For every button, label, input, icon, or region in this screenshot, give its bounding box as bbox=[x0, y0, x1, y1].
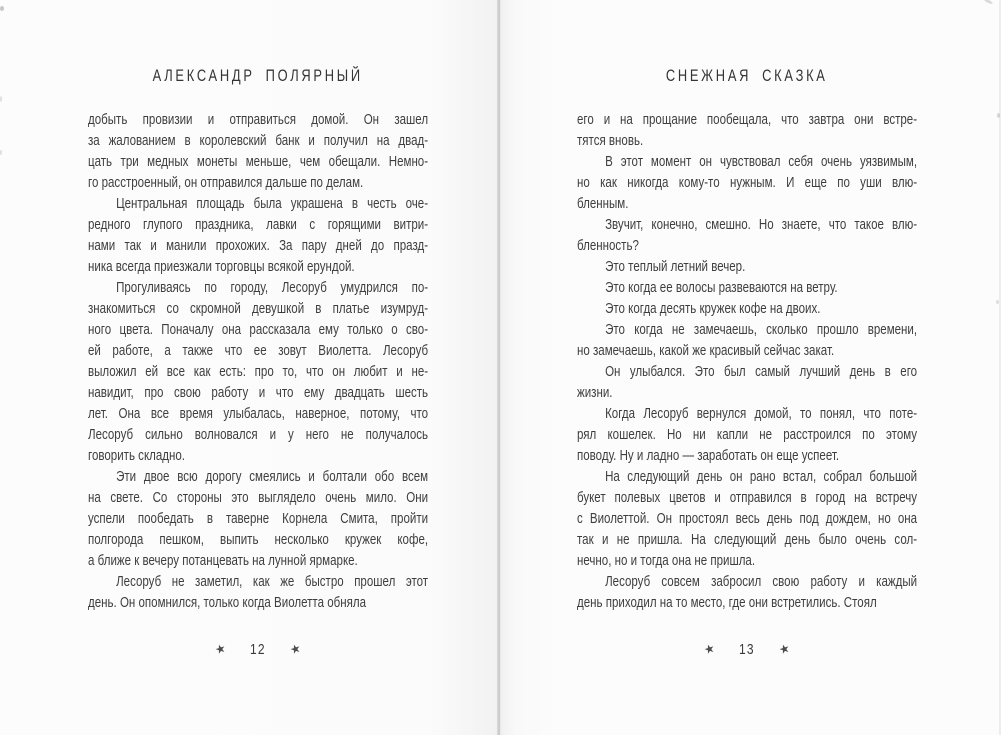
running-header-title-text: СНЕЖНАЯ СКАЗКА bbox=[666, 67, 828, 85]
text-line: Лесоруб сильно волновался и у него не получалось bbox=[88, 427, 429, 443]
text-line: лет. Она все время улыбалась, наверное, потому, что bbox=[88, 406, 429, 422]
text-line: тятся вновь. bbox=[577, 133, 644, 149]
text-line: полгорода пешком, выпить несколько кружек кофе, bbox=[88, 532, 429, 548]
left-page-text bbox=[88, 110, 428, 614]
text-line: день. Он опомнился, только когда Виолетта обняла bbox=[88, 595, 367, 611]
page-fold bbox=[497, 0, 501, 735]
text-line: день приходил на то место, где они встретились. Стоял bbox=[577, 595, 877, 611]
left-page bbox=[0, 0, 500, 735]
text-line: рял кошелек. Но ни капли не расстроился по этому bbox=[577, 427, 918, 443]
text-line: а ближе к вечеру потанцевать на лунной ярмарке. bbox=[88, 553, 358, 569]
scan-artifact bbox=[997, 113, 1000, 118]
star-icon: ★ bbox=[213, 640, 229, 658]
text-line: успели пообедать в таверне Корнела Смита, пройти bbox=[88, 511, 429, 527]
text-line: знакомиться со скромной девушкой в платье изумруд- bbox=[88, 301, 429, 317]
running-header-title bbox=[577, 67, 917, 85]
text-line: Он улыбался. Это был самый лучший день в его bbox=[605, 364, 918, 380]
text-line: Эти двое всю дорогу смеялись и болтали обо всем bbox=[116, 469, 429, 485]
text-line: Лесоруб совсем забросил свою работу и каждый bbox=[605, 574, 918, 590]
scan-artifact bbox=[996, 300, 999, 304]
text-line: но как никогда кому-то нужным. И еще по уши влю- bbox=[577, 175, 918, 191]
right-page-text bbox=[577, 110, 917, 614]
text-line: Это когда ее волосы развеваются на ветру. bbox=[605, 280, 838, 296]
text-line: за жалованием в королевский банк и получил на двад- bbox=[88, 133, 429, 149]
text-line: Это когда не замечаешь, сколько прошло времени, bbox=[605, 322, 918, 338]
text-line: нами так и манили прохожих. За пару дней до празд- bbox=[88, 238, 429, 254]
text-line: Звучит, конечно, смешно. Но знаете, что такое влю- bbox=[605, 217, 918, 233]
text-line: говорить складно. bbox=[88, 448, 186, 464]
left-page-footer bbox=[88, 639, 428, 659]
text-line: бленность? bbox=[577, 238, 639, 254]
text-line: Центральная площадь была украшена в честь оче- bbox=[116, 196, 429, 212]
text-line: на свете. Со стороны это выглядело очень мило. Они bbox=[88, 490, 429, 506]
scan-artifact bbox=[0, 6, 4, 11]
star-icon: ★ bbox=[776, 640, 792, 658]
running-header-author bbox=[88, 67, 428, 85]
text-line: выложил ей все как есть: про то, что он любит и не- bbox=[88, 364, 429, 380]
right-page-footer bbox=[577, 639, 917, 659]
text-line: Это теплый летний вечер. bbox=[605, 259, 746, 275]
text-line: добыть провизии и отправиться домой. Он зашел bbox=[88, 112, 429, 128]
text-line: с Виолеттой. Он простоял весь день под дождем, но она bbox=[577, 511, 918, 527]
text-line: Когда Лесоруб вернулся домой, то понял, что поте- bbox=[605, 406, 918, 422]
text-line: поводу. Ну и ладно — заработать он еще успеет. bbox=[577, 448, 840, 464]
text-line: его и на прощание пообещала, что завтра они встре- bbox=[577, 112, 918, 128]
text-line: букет полевых цветов и отправился в город на встречу bbox=[577, 490, 918, 506]
text-line: ей работе, а также что ее зовут Виолетта. Лесоруб bbox=[88, 343, 429, 359]
star-icon: ★ bbox=[702, 640, 718, 658]
text-line: На следующий день он рано встал, собрал большой bbox=[605, 469, 918, 485]
star-icon: ★ bbox=[287, 640, 303, 658]
page-number: 12 bbox=[250, 640, 266, 658]
text-line: редного глупого праздника, лавки с горящими витри- bbox=[88, 217, 429, 233]
scan-artifact bbox=[0, 96, 2, 102]
text-line: го расстроенный, он отправился дальше по делам. bbox=[88, 175, 364, 191]
text-line: цать три медных монеты меньше, чем обещали. Немно- bbox=[88, 154, 429, 170]
scan-artifact bbox=[0, 150, 2, 155]
text-line: Лесоруб не заметил, как же быстро прошел этот bbox=[116, 574, 429, 590]
text-line: Прогуливаясь по городу, Лесоруб умудрился по- bbox=[116, 280, 429, 296]
text-line: жизни. bbox=[577, 385, 613, 401]
text-line: ника всегда приезжали торговцы всякой ерундой. bbox=[88, 259, 355, 275]
text-line: В этот момент он чувствовал себя очень уязвимым, bbox=[605, 154, 918, 170]
running-header-author-text: АЛЕКСАНДР ПОЛЯРНЫЙ bbox=[152, 67, 364, 85]
text-line: так и не пришла. На следующий день было очень сол- bbox=[577, 532, 918, 548]
text-line: ного цвета. Поначалу она рассказала ему только о сво- bbox=[88, 322, 429, 338]
text-line: но замечаешь, какой же красивый сейчас закат. bbox=[577, 343, 835, 359]
text-line: нечно, но и тогда она не пришла. bbox=[577, 553, 756, 569]
text-line: Это когда десять кружек кофе на двоих. bbox=[605, 301, 821, 317]
page-number: 13 bbox=[739, 640, 755, 658]
text-line: бленным. bbox=[577, 196, 629, 212]
text-line: навидит, про свою работу и что ему двадцать шесть bbox=[88, 385, 429, 401]
right-page bbox=[501, 0, 1001, 735]
